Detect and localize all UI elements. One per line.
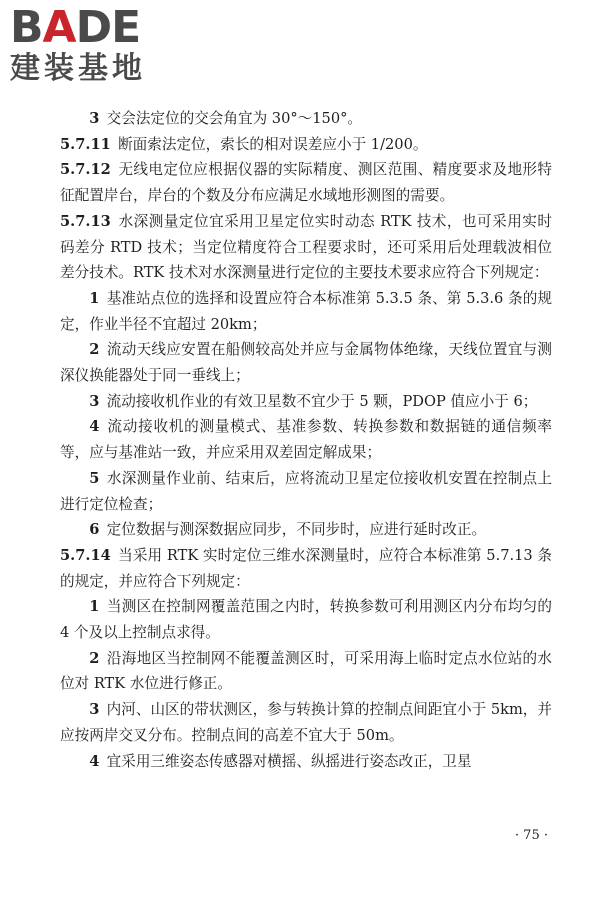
clause-item: 2 沿海地区当控制网不能覆盖测区时，可采用海上临时定点水位站的水位对 RTK 水位进行修正。 bbox=[60, 649, 552, 693]
clause-item: 5 水深测量作业前、结束后，应将流动卫星定位接收机安置在控制点上进行定位检查； bbox=[60, 469, 552, 513]
clause-section: 5.7.14 当采用 RTK 实时定位三维水深测量时，应符合本标准第 5.7.13 条的规定，并应符合下列规定： bbox=[60, 546, 552, 590]
bade-logo bbox=[10, 2, 180, 86]
clause-item: 3 交会法定位的交会角宜为 30°～150°。 bbox=[89, 110, 363, 127]
document-body bbox=[60, 106, 552, 774]
clause-section: 5.7.12 无线电定位应根据仪器的实际精度、测区范围、精度要求及地形特征配置岸台，岸台的个数及分布应满足水域地形测图的需要。 bbox=[60, 161, 552, 205]
clause-section: 5.7.11 断面索法定位，索长的相对误差应小于 1/200。 bbox=[60, 135, 428, 153]
clause-item: 1 基准站点位的选择和设置应符合本标准第 5.3.5 条、第 5.3.6 条的规定，作业半径不宜超过 20km； bbox=[60, 289, 552, 333]
clause-item: 4 宜采用三维姿态传感器对横摇、纵摇进行姿态改正，卫星 bbox=[89, 752, 472, 770]
clause-item: 1 当测区在控制网覆盖范围之内时，转换参数可利用测区内分布均匀的 4 个及以上控制点求得。 bbox=[60, 598, 552, 642]
clause-item: 2 流动天线应安置在船侧较高处并应与金属物体绝缘，天线位置宜与测深仪换能器处于同一垂线上； bbox=[60, 341, 552, 385]
clause-item: 4 流动接收机的测量模式、基准参数、转换参数和数据链的通信频率等，应与基准站一致，并应采用双差固定解成果； bbox=[60, 418, 552, 462]
clause-section: 5.7.13 水深测量定位宜采用卫星定位实时动态 RTK 技术，也可采用实时码差分 RTD 技术；当定位精度符合工程要求时，还可采用后处理载波相位差分技术。RTK 技术对水深测量进行定位的主要技术要求应符合下列规定： bbox=[60, 212, 552, 282]
logo-subtitle: 建装基地 bbox=[10, 51, 146, 86]
clause-item: 3 流动接收机作业的有效卫星数不宜少于 5 颗，PDOP 值应小于 6； bbox=[89, 392, 538, 410]
clause-item: 6 定位数据与测深数据应同步，不同步时，应进行延时改正。 bbox=[89, 521, 487, 539]
clause-item: 3 内河、山区的带状测区，参与转换计算的控制点间距宜小于 5km，并应按两岸交叉分布。控制点间的高差不宜大于 50m。 bbox=[60, 701, 552, 744]
page-number: · 75 · bbox=[514, 828, 548, 843]
logo-wordmark: BADE bbox=[10, 2, 141, 53]
